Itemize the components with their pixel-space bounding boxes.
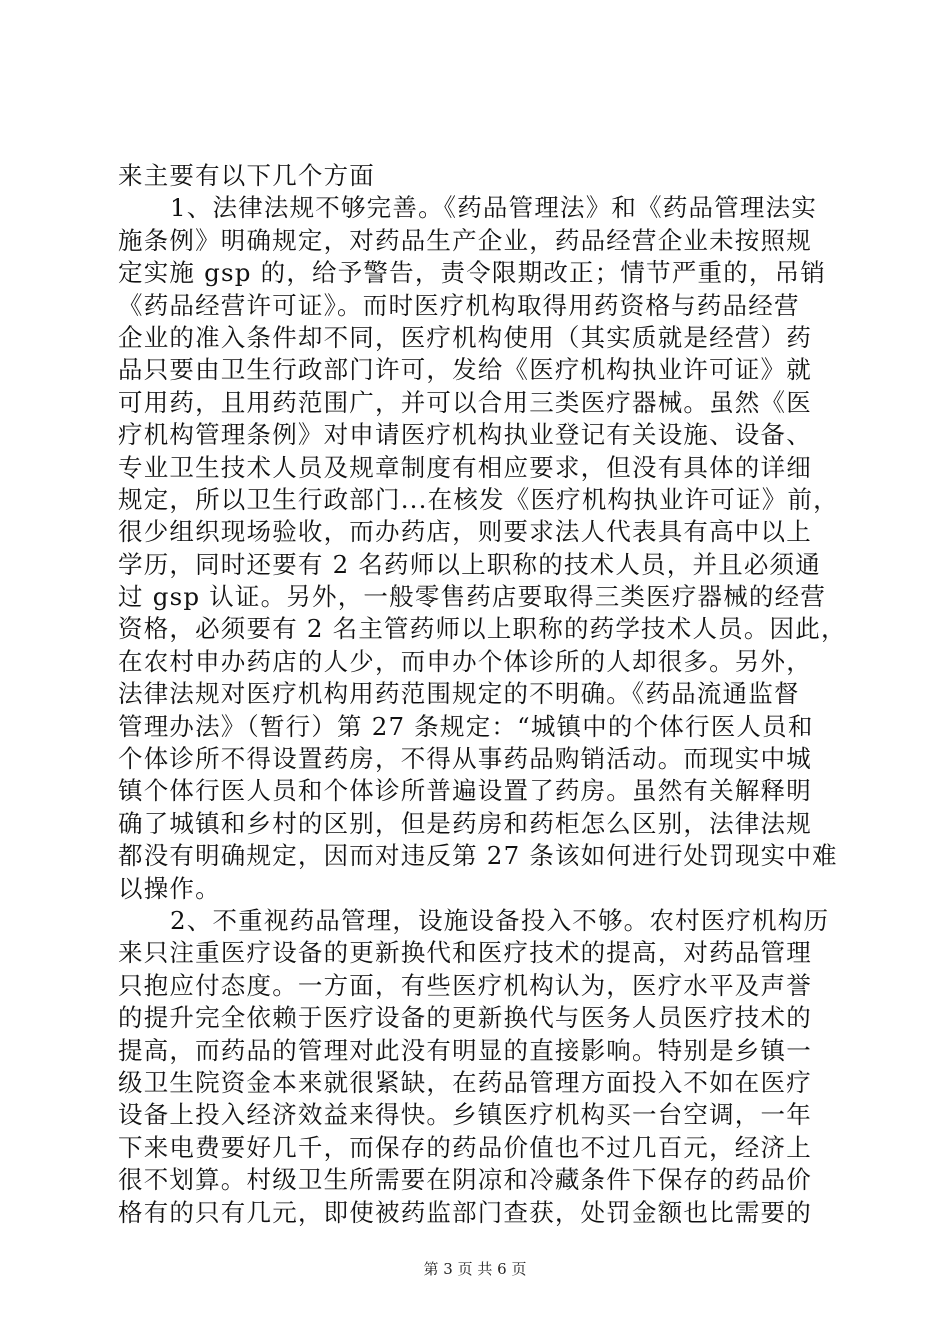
text-line: 个体诊所不得设置药房，不得从事药品购销活动。而现实中城	[118, 744, 812, 774]
text-line: 管理办法》（暂行）第 27 条规定：“城镇中的个体行医人员和	[118, 711, 814, 741]
text-line: 过 gsp 认证。另外，一般零售药店要取得三类医疗器械的经营	[118, 582, 827, 612]
text-line: 可用药，且用药范围广，并可以合用三类医疗器械。虽然《医	[118, 387, 812, 417]
text-line: 很不划算。村级卫生所需要在阴凉和冷藏条件下保存的药品价	[118, 1165, 812, 1195]
text-line: 设备上投入经济效益来得快。乡镇医疗机构买一台空调，一年	[118, 1100, 812, 1130]
text-line: 以操作。	[118, 873, 221, 903]
document-body	[118, 160, 847, 1229]
paragraph-1-start: 1、法律法规不够完善。《药品管理法》和《药品管理法实	[170, 193, 818, 223]
text-line: 《药品经营许可证》。而时医疗机构取得用药资格与药品经营	[118, 290, 800, 320]
text-line: 下来电费要好几千，而保存的药品价值也不过几百元，经济上	[118, 1132, 812, 1162]
text-line: 都没有明确规定，因而对违反第 27 条该如何进行处罚现实中难	[118, 841, 838, 871]
page-number-footer: 第 3 页 共 6 页	[423, 1260, 527, 1278]
text-line: 来只注重医疗设备的更新换代和医疗技术的提高，对药品管理	[118, 938, 812, 968]
text-line: 的提升完全依赖于医疗设备的更新换代与医务人员医疗技术的	[118, 1003, 812, 1033]
text-line: 疗机构管理条例》对申请医疗机构执业登记有关设施、设备、	[118, 420, 812, 450]
text-line: 品只要由卫生行政部门许可，发给《医疗机构执业许可证》就	[118, 355, 812, 385]
text-line: 格有的只有几元，即使被药监部门查获，处罚金额也比需要的	[118, 1197, 812, 1227]
text-line: 提高，而药品的管理对此没有明显的直接影响。特别是乡镇一	[118, 1035, 812, 1065]
text-line: 镇个体行医人员和个体诊所普遍设置了药房。虽然有关解释明	[118, 776, 812, 806]
text-line: 规定，所以卫生行政部门...在核发《医疗机构执业许可证》前，	[118, 484, 839, 514]
text-line: 来主要有以下几个方面	[118, 161, 375, 190]
text-line: 级卫生院资金本来就很紧缺，在药品管理方面投入不如在医疗	[118, 1067, 812, 1097]
text-line: 在农村申办药店的人少，而申办个体诊所的人却很多。另外，	[118, 646, 812, 676]
text-line: 定实施 gsp 的，给予警告，责令限期改正；情节严重的，吊销	[118, 258, 827, 288]
text-line: 很少组织现场验收，而办药店，则要求法人代表具有高中以上	[118, 517, 812, 547]
text-line: 确了城镇和乡村的区别，但是药房和药柜怎么区别，法律法规	[118, 808, 812, 838]
text-line: 学历，同时还要有 2 名药师以上职称的技术人员，并且必须通	[118, 549, 821, 579]
text-line: 专业卫生技术人员及规章制度有相应要求，但没有具体的详细	[118, 452, 812, 482]
text-line: 企业的准入条件却不同，医疗机构使用（其实质就是经营）药	[118, 322, 812, 352]
text-line: 法律法规对医疗机构用药范围规定的不明确。《药品流通监督	[118, 679, 800, 709]
text-line: 资格，必须要有 2 名主管药师以上职称的药学技术人员。因此，	[118, 614, 847, 644]
text-line: 施条例》明确规定，对药品生产企业，药品经营企业未按照规	[118, 225, 812, 255]
paragraph-2-start: 2、不重视药品管理，设施设备投入不够。农村医疗机构历	[170, 905, 830, 935]
text-line: 只抱应付态度。一方面，有些医疗机构认为，医疗水平及声誉	[118, 970, 812, 1000]
